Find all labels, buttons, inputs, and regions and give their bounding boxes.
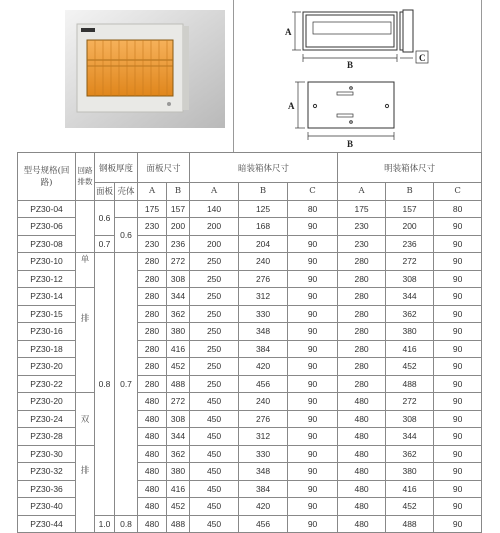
cell-pb: 157 (167, 200, 190, 218)
cell-panel-thickness: 0.6 (95, 200, 115, 235)
cell-cb: 276 (239, 410, 288, 428)
cell-model: PZ30-08 (18, 235, 76, 253)
cell-sc: 90 (434, 235, 482, 253)
cell-ca: 450 (190, 428, 239, 446)
cell-sa: 280 (338, 375, 386, 393)
cell-pa: 480 (138, 463, 167, 481)
cell-cb: 330 (239, 445, 288, 463)
cell-pa: 480 (138, 480, 167, 498)
dim-label-a-front: A (285, 27, 292, 37)
cell-pb: 362 (167, 305, 190, 323)
cell-ca: 200 (190, 235, 239, 253)
cell-cc: 90 (288, 515, 338, 533)
cell-pa: 480 (138, 393, 167, 411)
cell-pb: 380 (167, 463, 190, 481)
cell-cc: 90 (288, 375, 338, 393)
cell-pb: 272 (167, 393, 190, 411)
cell-sc: 90 (434, 218, 482, 236)
header-sub-shell: 壳体 (115, 183, 138, 201)
cell-cc: 90 (288, 410, 338, 428)
cell-sc: 90 (434, 288, 482, 306)
cell-cc: 90 (288, 428, 338, 446)
cell-loop-double-row: 排 (76, 445, 95, 533)
cell-sb: 272 (386, 253, 434, 271)
cell-ca: 450 (190, 498, 239, 516)
cell-sc: 90 (434, 463, 482, 481)
cell-model: PZ30-18 (18, 340, 76, 358)
cell-sc: 90 (434, 445, 482, 463)
cell-sc: 90 (434, 253, 482, 271)
table-row (18, 288, 482, 306)
cell-sb: 344 (386, 428, 434, 446)
cell-sa: 280 (338, 305, 386, 323)
cell-cb: 456 (239, 375, 288, 393)
cell-pa: 280 (138, 340, 167, 358)
cell-pa: 280 (138, 323, 167, 341)
cell-sb: 308 (386, 410, 434, 428)
cell-pb: 344 (167, 288, 190, 306)
cell-ca: 450 (190, 480, 239, 498)
cell-sa: 480 (338, 498, 386, 516)
cell-ca: 250 (190, 340, 239, 358)
product-figure-area (17, 0, 481, 152)
cell-cc: 90 (288, 463, 338, 481)
product-photo-cell (17, 0, 234, 152)
cell-sa: 230 (338, 235, 386, 253)
cell-sa: 480 (338, 515, 386, 533)
cell-pa: 230 (138, 235, 167, 253)
cell-sa: 280 (338, 358, 386, 376)
distribution-box-photo (17, 0, 233, 152)
cell-cb: 204 (239, 235, 288, 253)
cell-ca: 250 (190, 270, 239, 288)
cell-pa: 280 (138, 358, 167, 376)
dim-label-b-front: B (347, 60, 354, 70)
cell-pb: 488 (167, 375, 190, 393)
cell-cb: 125 (239, 200, 288, 218)
cell-panel-thickness: 0.8 (95, 253, 115, 516)
cell-ca: 450 (190, 515, 239, 533)
cell-cc: 90 (288, 270, 338, 288)
cell-pa: 280 (138, 270, 167, 288)
cell-shell-thickness: 0.8 (115, 515, 138, 533)
cell-sc: 90 (434, 340, 482, 358)
header-loop-arrangement: 回路排数 (76, 153, 95, 201)
cell-pb: 416 (167, 340, 190, 358)
cell-sa: 175 (338, 200, 386, 218)
cell-cc: 90 (288, 358, 338, 376)
table-row (18, 253, 482, 271)
cell-sb: 272 (386, 393, 434, 411)
cell-cb: 312 (239, 428, 288, 446)
cell-sb: 488 (386, 515, 434, 533)
cell-sc: 90 (434, 270, 482, 288)
cell-model: PZ30-10 (18, 253, 76, 271)
cell-sc: 90 (434, 305, 482, 323)
cell-cb: 348 (239, 323, 288, 341)
cell-cb: 456 (239, 515, 288, 533)
cell-sc: 90 (434, 480, 482, 498)
cell-shell-thickness: 0.6 (115, 218, 138, 253)
cell-cc: 90 (288, 323, 338, 341)
header-surface-b: B (386, 183, 434, 201)
header-panel-size: 面板尺寸 (138, 153, 190, 183)
header-concealed-b: B (239, 183, 288, 201)
cell-loop-double: 双 (76, 393, 95, 446)
cell-sb: 200 (386, 218, 434, 236)
cell-cb: 312 (239, 288, 288, 306)
cell-pa: 230 (138, 218, 167, 236)
cell-ca: 450 (190, 445, 239, 463)
cell-sb: 452 (386, 358, 434, 376)
cell-sc: 90 (434, 428, 482, 446)
cell-sc: 90 (434, 323, 482, 341)
cell-model: PZ30-15 (18, 305, 76, 323)
cell-pa: 280 (138, 375, 167, 393)
cell-model: PZ30-04 (18, 200, 76, 218)
cell-sa: 480 (338, 463, 386, 481)
cell-pa: 480 (138, 410, 167, 428)
cell-sa: 480 (338, 428, 386, 446)
cell-shell-thickness: 0.7 (115, 253, 138, 516)
cell-sb: 416 (386, 480, 434, 498)
cell-sc: 90 (434, 393, 482, 411)
spec-table-body (18, 200, 482, 533)
header-surface-c: C (434, 183, 482, 201)
cell-pa: 480 (138, 498, 167, 516)
cell-ca: 250 (190, 375, 239, 393)
cell-ca: 250 (190, 323, 239, 341)
cell-sb: 380 (386, 463, 434, 481)
cell-ca: 140 (190, 200, 239, 218)
cell-pb: 308 (167, 270, 190, 288)
cell-sa: 480 (338, 480, 386, 498)
header-concealed-size: 暗装箱体尺寸 (190, 153, 338, 183)
cell-sb: 452 (386, 498, 434, 516)
cell-pa: 480 (138, 428, 167, 446)
cell-sb: 362 (386, 305, 434, 323)
cell-ca: 250 (190, 288, 239, 306)
cell-pa: 280 (138, 305, 167, 323)
cell-sc: 90 (434, 358, 482, 376)
cell-cb: 330 (239, 305, 288, 323)
cell-ca: 250 (190, 305, 239, 323)
cell-sa: 230 (338, 218, 386, 236)
cell-sb: 157 (386, 200, 434, 218)
dim-label-a-back: A (288, 101, 295, 111)
cell-cc: 90 (288, 253, 338, 271)
cell-sa: 280 (338, 270, 386, 288)
spec-table (17, 152, 482, 533)
table-row (18, 445, 482, 463)
cell-pb: 200 (167, 218, 190, 236)
cell-sb: 488 (386, 375, 434, 393)
dimension-drawing (233, 0, 481, 152)
cell-cb: 240 (239, 393, 288, 411)
cell-pa: 480 (138, 445, 167, 463)
cell-ca: 200 (190, 218, 239, 236)
cell-sc: 90 (434, 410, 482, 428)
cell-pa: 280 (138, 253, 167, 271)
cell-loop-blank (76, 200, 95, 253)
cell-cb: 420 (239, 358, 288, 376)
cell-cc: 90 (288, 393, 338, 411)
table-row (18, 200, 482, 218)
cell-pb: 452 (167, 498, 190, 516)
cell-sb: 308 (386, 270, 434, 288)
cell-ca: 250 (190, 253, 239, 271)
cell-sa: 480 (338, 410, 386, 428)
cell-cc: 90 (288, 498, 338, 516)
cell-pb: 416 (167, 480, 190, 498)
cell-loop-single-row: 排 (76, 288, 95, 393)
cell-model: PZ30-24 (18, 410, 76, 428)
cell-cc: 80 (288, 200, 338, 218)
dim-label-b-back: B (347, 139, 354, 149)
table-row (18, 393, 482, 411)
cell-model: PZ30-44 (18, 515, 76, 533)
header-concealed-c: C (288, 183, 338, 201)
cell-sb: 236 (386, 235, 434, 253)
cell-sb: 416 (386, 340, 434, 358)
header-surface-size: 明装箱体尺寸 (338, 153, 482, 183)
cell-sb: 344 (386, 288, 434, 306)
cell-pb: 362 (167, 445, 190, 463)
cell-cc: 90 (288, 288, 338, 306)
cell-sb: 380 (386, 323, 434, 341)
cell-cb: 348 (239, 463, 288, 481)
cell-pa: 480 (138, 515, 167, 533)
cell-pb: 380 (167, 323, 190, 341)
cell-cb: 384 (239, 340, 288, 358)
cell-model: PZ30-20 (18, 393, 76, 411)
cell-cb: 240 (239, 253, 288, 271)
cell-sa: 280 (338, 340, 386, 358)
cell-ca: 450 (190, 410, 239, 428)
cell-cb: 168 (239, 218, 288, 236)
cell-shell-blank (115, 200, 138, 218)
cell-pb: 236 (167, 235, 190, 253)
cell-model: PZ30-14 (18, 288, 76, 306)
cell-cc: 90 (288, 218, 338, 236)
header-concealed-a: A (190, 183, 239, 201)
cell-model: PZ30-30 (18, 445, 76, 463)
header-panel-b: B (167, 183, 190, 201)
cell-sa: 480 (338, 445, 386, 463)
cell-sc: 80 (434, 200, 482, 218)
header-model: 型号规格(回路) (18, 153, 76, 201)
cell-model: PZ30-22 (18, 375, 76, 393)
dimension-drawing-cell (233, 0, 482, 152)
cell-model: PZ30-16 (18, 323, 76, 341)
cell-sc: 90 (434, 515, 482, 533)
cell-pb: 308 (167, 410, 190, 428)
cell-model: PZ30-36 (18, 480, 76, 498)
header-steel-thickness: 钢板厚度 (95, 153, 138, 183)
cell-model: PZ30-32 (18, 463, 76, 481)
cell-sa: 280 (338, 288, 386, 306)
cell-cc: 90 (288, 480, 338, 498)
cell-cc: 90 (288, 235, 338, 253)
cell-sa: 280 (338, 323, 386, 341)
header-panel-a: A (138, 183, 167, 201)
cell-pa: 280 (138, 288, 167, 306)
cell-pb: 488 (167, 515, 190, 533)
cell-sc: 90 (434, 375, 482, 393)
cell-model: PZ30-12 (18, 270, 76, 288)
cell-sb: 362 (386, 445, 434, 463)
cell-sa: 280 (338, 253, 386, 271)
cell-pa: 175 (138, 200, 167, 218)
cell-sc: 90 (434, 498, 482, 516)
cell-panel-thickness: 1.0 (95, 515, 115, 533)
cell-ca: 450 (190, 463, 239, 481)
cell-pb: 272 (167, 253, 190, 271)
cell-model: PZ30-40 (18, 498, 76, 516)
header-surface-a: A (338, 183, 386, 201)
cell-model: PZ30-06 (18, 218, 76, 236)
cell-sa: 480 (338, 393, 386, 411)
cell-model: PZ30-20 (18, 358, 76, 376)
dim-label-c-side: C (419, 53, 426, 63)
cell-ca: 450 (190, 393, 239, 411)
cell-ca: 250 (190, 358, 239, 376)
cell-cb: 420 (239, 498, 288, 516)
cell-cc: 90 (288, 445, 338, 463)
cell-loop-single: 单 (76, 253, 95, 288)
header-sub-panel: 面板 (95, 183, 115, 201)
cell-model: PZ30-28 (18, 428, 76, 446)
cell-cc: 90 (288, 305, 338, 323)
cell-cb: 276 (239, 270, 288, 288)
cell-cb: 384 (239, 480, 288, 498)
cell-pb: 452 (167, 358, 190, 376)
cell-pb: 344 (167, 428, 190, 446)
cell-panel-thickness: 0.7 (95, 235, 115, 253)
cell-cc: 90 (288, 340, 338, 358)
